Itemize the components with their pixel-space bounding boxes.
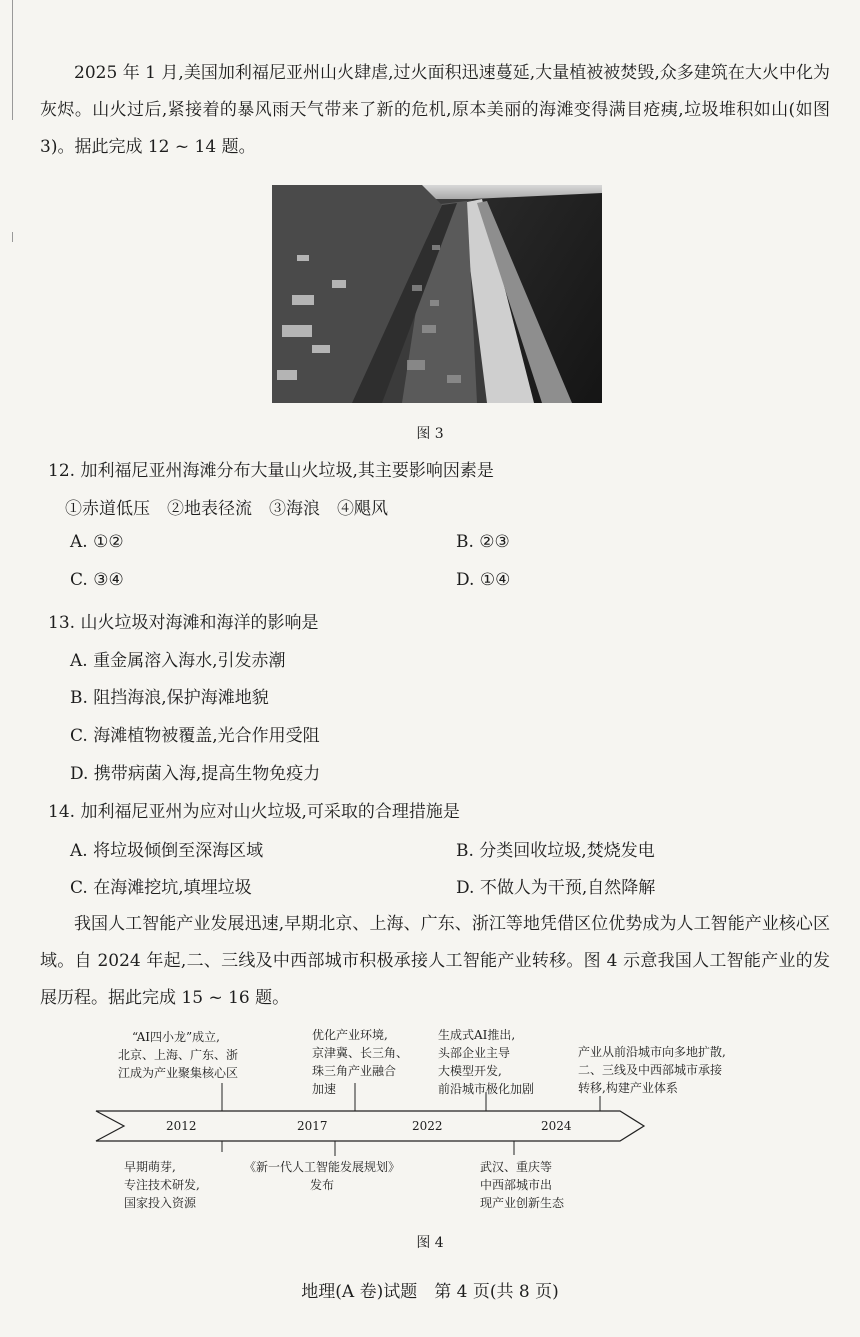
year-2012: 2012: [166, 1119, 197, 1133]
figure-4-caption: 图 4: [416, 1235, 444, 1251]
q14-option-c[interactable]: C. 在海滩挖坑,填埋垃圾: [70, 878, 252, 898]
intro-paragraph-1: 2025 年 1 月,美国加利福尼亚州山火肆虐,过火面积迅速蔓延,大量植被被焚毁,众多建筑在大火中化为灰烬。山火过后,紧接着的暴风雨天气带来了新的危机,原本美丽的海滩变得满目疮痍,垃圾堆积如山(如图 3)。据此完成 12 ~ 14 题。: [40, 63, 830, 157]
q13-option-d[interactable]: D. 携带病菌入海,提高生物免疫力: [70, 764, 321, 784]
page-footer: 地理(A 卷)试题 第 4 页(共 8 页): [301, 1282, 559, 1302]
year-2024: 2024: [541, 1119, 572, 1133]
q13-option-b[interactable]: B. 阻挡海浪,保护海滩地貌: [70, 688, 269, 708]
q12-option-b[interactable]: B. ②③: [456, 532, 510, 552]
q12-option-a[interactable]: A. ①②: [70, 532, 124, 552]
q12-option-d[interactable]: D. ①④: [456, 570, 511, 590]
q13-stem: 13. 山火垃圾对海滩和海洋的影响是: [48, 613, 319, 633]
event-2017-above: 优化产业环境, 京津冀、长三角、 珠三角产业融合 加速: [312, 1028, 409, 1096]
q14-option-b[interactable]: B. 分类回收垃圾,焚烧发电: [456, 841, 655, 861]
q12-items: ①赤道低压 ②地表径流 ③海浪 ④飓风: [65, 499, 388, 519]
event-2024-below: 武汉、重庆等 中西部城市出 现产业创新生态: [480, 1160, 565, 1210]
event-2012-below: 早期萌芽, 专注技术研发, 国家投入资源: [124, 1160, 200, 1210]
q14-option-d[interactable]: D. 不做人为干预,自然降解: [456, 878, 656, 898]
q13-option-a[interactable]: A. 重金属溶入海水,引发赤潮: [70, 651, 286, 671]
intro-paragraph-2: 我国人工智能产业发展迅速,早期北京、上海、广东、浙江等地凭借区位优势成为人工智能产业核心区域。自 2024 年起,二、三线及中西部城市积极承接人工智能产业转移。图 4 示意我国人工智能产业的发展历程。据此完成 15 ~ 16 题。: [40, 914, 830, 1008]
q13-option-c[interactable]: C. 海滩植物被覆盖,光合作用受阻: [70, 726, 320, 746]
event-2022-above: 生成式AI推出, 头部企业主导 大模型开发, 前沿城市极化加剧: [438, 1028, 535, 1096]
event-2024-above: 产业从前沿城市向多地扩散, 二、三线及中西部城市承接 转移,构建产业体系: [578, 1045, 726, 1095]
year-2017: 2017: [297, 1119, 328, 1133]
event-2012-above: “AI四小龙”成立, 北京、上海、广东、浙 江成为产业聚集核心区: [118, 1030, 239, 1080]
event-2017-below: 《新一代人工智能发展规划》 发布: [244, 1160, 401, 1192]
q12-option-c[interactable]: C. ③④: [70, 570, 124, 590]
figure-3-caption: 图 3: [416, 426, 444, 442]
q14-option-a[interactable]: A. 将垃圾倾倒至深海区域: [70, 841, 264, 861]
q12-stem: 12. 加利福尼亚州海滩分布大量山火垃圾,其主要影响因素是: [48, 461, 494, 481]
year-2022: 2022: [412, 1119, 443, 1133]
q14-stem: 14. 加利福尼亚州为应对山火垃圾,可采取的合理措施是: [48, 802, 460, 822]
